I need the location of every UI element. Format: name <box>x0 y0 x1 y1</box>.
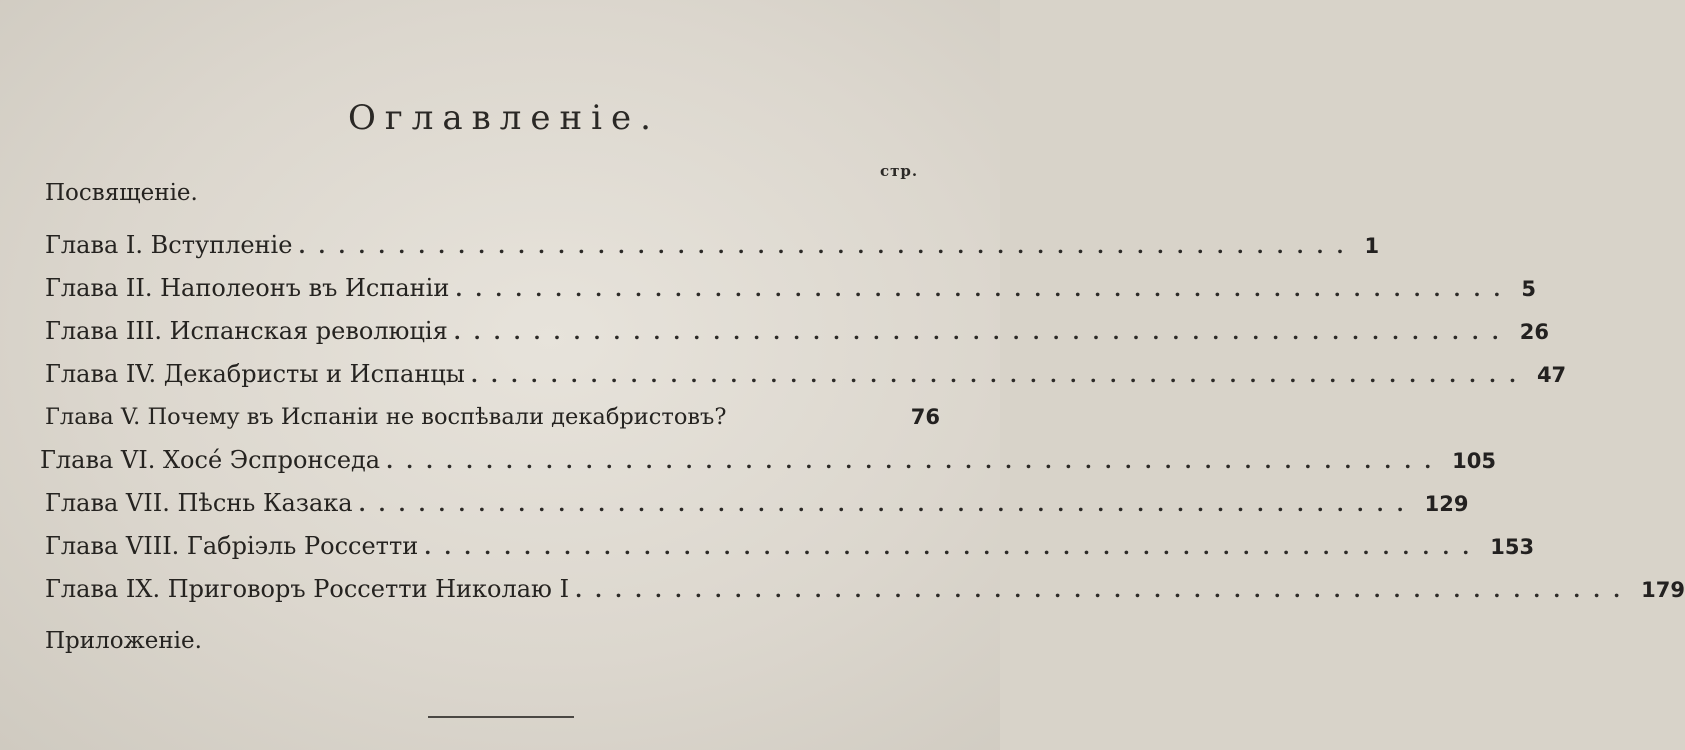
closing-rule <box>428 716 574 718</box>
toc-entry <box>45 486 1469 520</box>
toc-entry <box>45 271 1537 305</box>
toc-entry-title: Глава III. Испанская революція <box>45 317 448 345</box>
dot-leader: ..................................................... <box>386 449 1445 473</box>
toc-entry <box>45 529 1535 563</box>
toc-entry-title: Глава IX. Приговоръ Россетти Николаю I <box>45 575 570 603</box>
back-matter-label: Приложеніе. <box>45 628 202 654</box>
dot-leader: ..................................................... <box>455 277 1514 301</box>
toc-entry <box>45 572 1685 606</box>
toc-entry-title: Глава V. Почему въ Испаніи не воспѣвали декабристовъ? <box>45 404 727 430</box>
toc-entry-title: Глава I. Вступленіе <box>45 231 293 259</box>
toc-entry-page: 5 <box>1521 277 1537 301</box>
front-matter-entry <box>45 176 940 210</box>
dot-leader: ..................................................... <box>358 492 1417 516</box>
dot-leader: ..................................................... <box>575 578 1634 602</box>
toc-entry-title: Глава VII. Пѣснь Казака <box>45 489 353 517</box>
dot-leader: ..................................................... <box>470 363 1529 387</box>
toc-entry-title: Глава VI. Хосé Эспронседа <box>40 446 381 474</box>
dot-leader: ..................................................... <box>424 535 1483 559</box>
front-matter-label: Посвященіе. <box>45 180 198 206</box>
toc-entry-page: 26 <box>1519 320 1549 344</box>
toc-entry-page: 129 <box>1424 492 1469 516</box>
toc-entry-title: Глава IV. Декабристы и Испанцы <box>45 360 465 388</box>
toc-entry <box>45 357 1567 391</box>
toc-entry-page: 47 <box>1536 363 1567 387</box>
toc-entry <box>45 314 1549 348</box>
toc-entry-page: 1 <box>1364 234 1380 258</box>
toc-entry <box>45 400 940 434</box>
toc-entry-page: 105 <box>1452 449 1497 473</box>
toc-entry-page: 179 <box>1641 578 1685 602</box>
toc-entry-page: 76 <box>910 405 940 429</box>
page-title: Оглавленіе. <box>348 98 660 138</box>
dot-leader: ..................................................... <box>298 234 1357 258</box>
toc-entry-title: Глава II. Наполеонъ въ Испаніи <box>45 274 450 302</box>
toc-entry <box>40 443 1497 477</box>
dot-leader: ..................................................... <box>453 320 1512 344</box>
toc-entry-title: Глава VIII. Габріэль Россетти <box>45 532 419 560</box>
page-column-label: стр. <box>880 162 919 180</box>
back-matter-entry <box>45 624 940 658</box>
toc-entry <box>45 228 1380 262</box>
toc-entry-page: 153 <box>1490 535 1535 559</box>
